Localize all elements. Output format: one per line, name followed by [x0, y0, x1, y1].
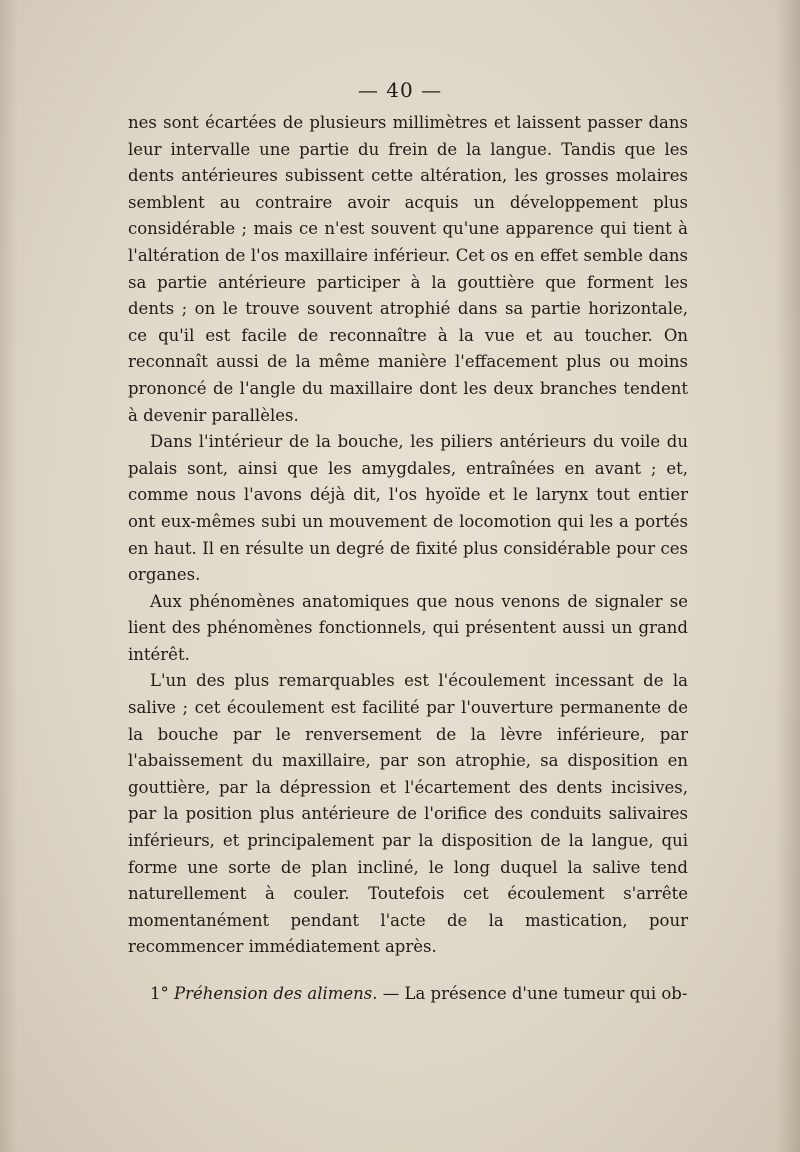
paragraph-2: Dans l'intérieur de la bouche, les piliers antérieurs du voile du palais sont, ainsi que les amygdales, entraînées en avant ; et, comme nous l'avons déjà dit, l'os hyoïde et le larynx tout entier ont eux-mêmes subi un mouvement de locomotion qui les a portés en haut. Il en résulte un degré de fixité plus considérable pour ces organes.: [128, 432, 688, 585]
page-edge-shadow-left: [0, 0, 18, 1152]
paragraph-3: Aux phénomènes anatomiques que nous venons de signaler se lient des phénomènes fonctionnels, qui présentent aussi un grand intérêt.: [128, 591, 688, 664]
page-edge-shadow-right: [776, 0, 800, 1152]
body-text: [128, 110, 688, 1008]
paragraph-4: L'un des plus remarquables est l'écoulement incessant de la salive ; cet écoulement est facilité par l'ouverture permanente de la bouche par le renversement de la lèvre inférieure, par l'abaissement du maxillaire, par son atrophie, sa disposition en gouttière, par la dépression et l'écartement des dents incisives, par la position plus antérieure de l'orifice des conduits salivaires inférieurs, et principalement par la disposition de la langue, qui forme une sorte de plan incliné, le long duquel la salive tend naturellement à couler. Toutefois cet écoulement s'arrête momentanément pendant l'acte de la mastication, pour recommencer immédiatement après.: [128, 671, 688, 957]
paragraph-5: [128, 981, 688, 1008]
paragraph-1: nes sont écartées de plusieurs millimètres et laissent passer dans leur intervalle une partie du frein de la langue. Tandis que les dents antérieures subissent cette altération, les grosses molaires semblent au contraire avoir acquis un développement plus considérable ; mais ce n'est souvent qu'une apparence qui tient à l'altération de l'os maxillaire inférieur. Cet os en effet semble dans sa partie antérieure participer à la gouttière que forment les dents ; on le trouve souvent atrophié dans sa partie horizontale, ce qu'il est facile de reconnaître à la vue et au toucher. On reconnaît aussi de la même manière l'effacement plus ou moins prononcé de l'angle du maxillaire dont les deux branches tendent à devenir parallèles.: [128, 113, 688, 425]
section-text: — La présence d'une tumeur qui ob-: [377, 984, 688, 1003]
page-number: — 40 —: [357, 78, 443, 102]
section-number: 1°: [150, 984, 174, 1003]
section-heading: Préhension des alimens.: [174, 984, 378, 1003]
